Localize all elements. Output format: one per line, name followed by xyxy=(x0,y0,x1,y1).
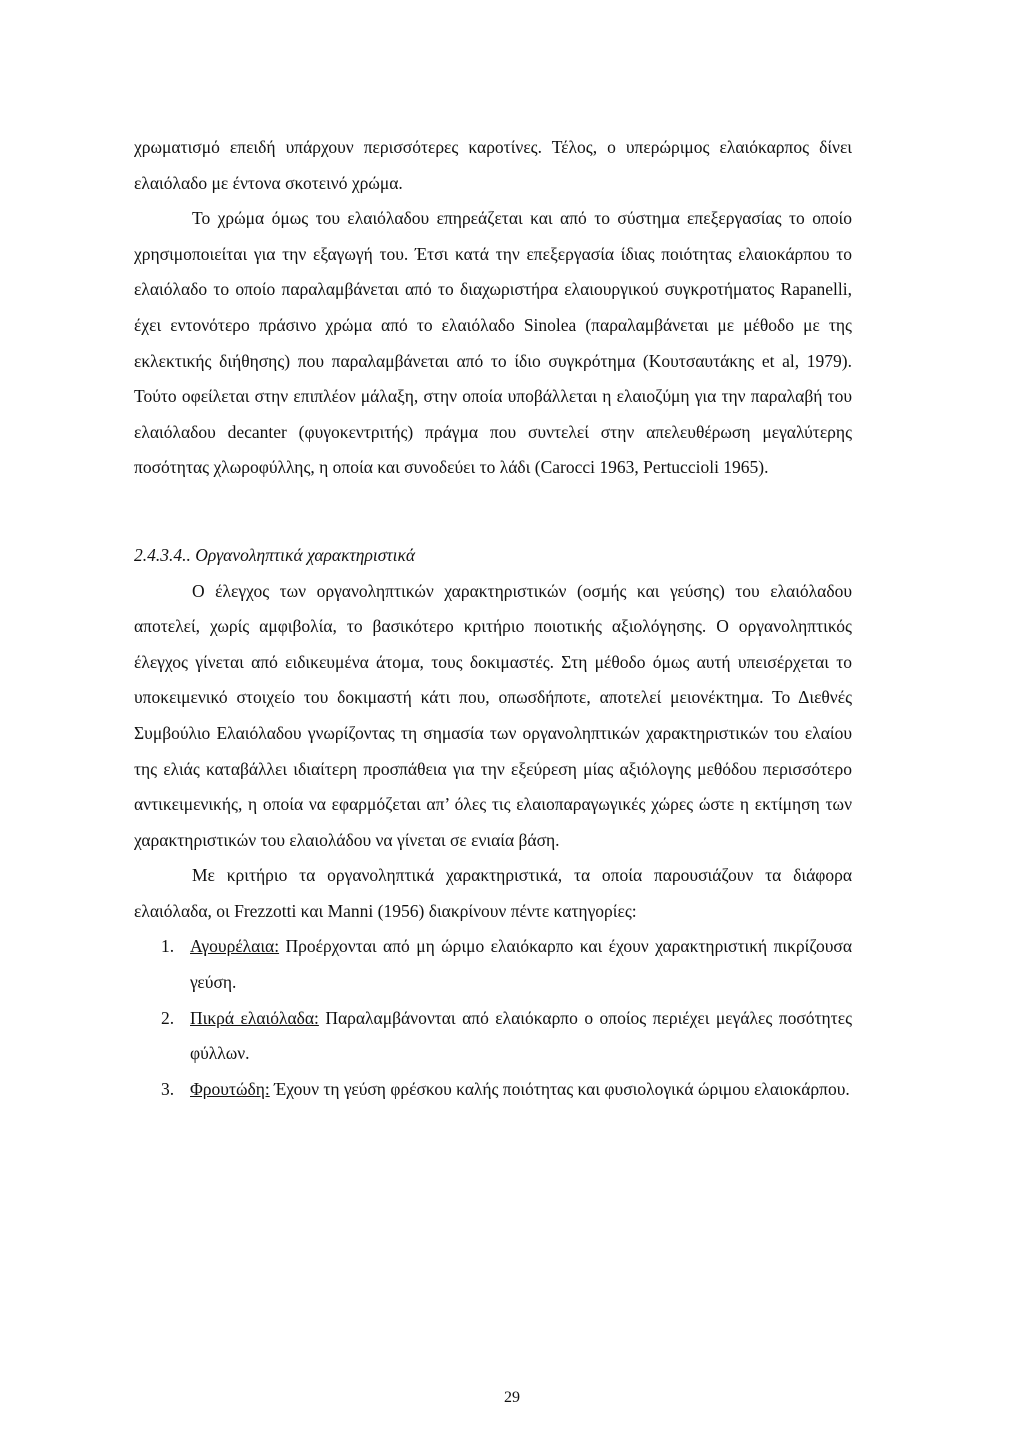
list-term: Φρουτώδη: xyxy=(190,1078,270,1099)
list-text: Παραλαμβάνονται από ελαιόκαρπο ο οποίος περιέχει μεγάλες ποσότητες φύλλων. xyxy=(190,1007,852,1064)
paragraph-1: χρωματισμό επειδή υπάρχουν περισσότερες καροτίνες. Τέλος, ο υπερώριμος ελαιόκαρπος δίνει ελαιόλαδο με έντονα σκοτεινό χρώμα. xyxy=(134,137,852,193)
list-item xyxy=(134,929,852,1000)
list-term: Πικρά ελαιόλαδα: xyxy=(190,1007,319,1028)
list-number: 3. xyxy=(161,1078,175,1099)
list-number: 2. xyxy=(161,1007,175,1028)
list-text: Προέρχονται από μη ώριμο ελαιόκαρπο και έχουν χαρακτηριστική πικρίζουσα γεύση. xyxy=(190,936,852,993)
list-item xyxy=(134,1001,852,1072)
section-heading: 2.4.3.4.. Οργανοληπτικά χαρακτηριστικά xyxy=(134,544,416,565)
paragraph-2: Το χρώμα όμως του ελαιόλαδου επηρεάζεται και από το σύστημα επεξεργασίας το οποίο χρησιμοποιείται για την εξαγωγή του. Έτσι κατά την επεξεργασία ίδιας ποιότητας ελαιοκάρπου το ελαιόλαδο το οποίο παραλαμβάνεται από το διαχωριστήρα ελαιουργικού συγκροτήματος Rapanelli, έχει εντονότερο πράσινο χρώμα από το ελαιόλαδο Sinolea (παραλαμβάνεται με μέθοδο με της εκλεκτικής διήθησης) που παραλαμβάνεται από το ίδιο συγκρότημα (Κουτσαυτάκης et al, 1979). Τούτο οφείλεται στην επιπλέον μάλαξη, στην οποία υποβάλλεται η ελαιοζύμη για την παραλαβή του ελαιόλαδου decanter (φυγοκεντριτής) πράγμα που συντελεί στην απελευθέρωση μεγαλύτερης ποσότητας χλωροφύλλης, η οποία και συνοδεύει το λάδι (Carocci 1963, Pertuccioli 1965). xyxy=(134,208,852,478)
list-number: 1. xyxy=(161,936,175,957)
category-list xyxy=(134,929,852,1107)
document-body xyxy=(134,130,852,1107)
page-number: 29 xyxy=(504,1389,520,1406)
paragraph-4: Με κριτήριο τα οργανοληπτικά χαρακτηριστικά, τα οποία παρουσιάζουν τα διάφορα ελαιόλαδα, οι Frezzotti και Manni (1956) διακρίνουν πέντε κατηγορίες: xyxy=(134,865,852,921)
paragraph-3: Ο έλεγχος των οργανοληπτικών χαρακτηριστικών (οσμής και γεύσης) του ελαιόλαδου αποτελεί, χωρίς αμφιβολία, το βασικότερο κριτήριο ποιοτικής αξιολόγησης. Ο οργανοληπτικός έλεγχος γίνεται από ειδικευμένα άτομα, τους δοκιμαστές. Στη μέθοδο όμως αυτή υπεισέρχεται το υποκειμενικό στοιχείο του δοκιμαστή κάτι που, οπωσδήποτε, αποτελεί μειονέκτημα. Το Διεθνές Συμβούλιο Ελαιόλαδου γνωρίζοντας τη σημασία των οργανοληπτικών χαρακτηριστικών του ελαίου της ελιάς καταβάλλει ιδιαίτερη προσπάθεια για την εξεύρεση μίας αξιόλογης μεθόδου περισσότερο αντικειμενικής, η οποία να εφαρμόζεται απ’ όλες τις ελαιοπαραγωγικές χώρες ώστε η εκτίμηση των χαρακτηριστικών του ελαιολάδου να γίνεται σε ενιαία βάση. xyxy=(134,580,852,850)
list-body xyxy=(190,1072,852,1108)
list-body xyxy=(190,1001,852,1072)
list-body xyxy=(190,929,852,1000)
list-term: Αγουρέλαια: xyxy=(190,936,280,957)
list-text: Έχουν τη γεύση φρέσκου καλής ποιότητας και φυσιολογικά ώριμου ελαιοκάρπου. xyxy=(269,1078,850,1099)
list-item xyxy=(134,1072,852,1108)
